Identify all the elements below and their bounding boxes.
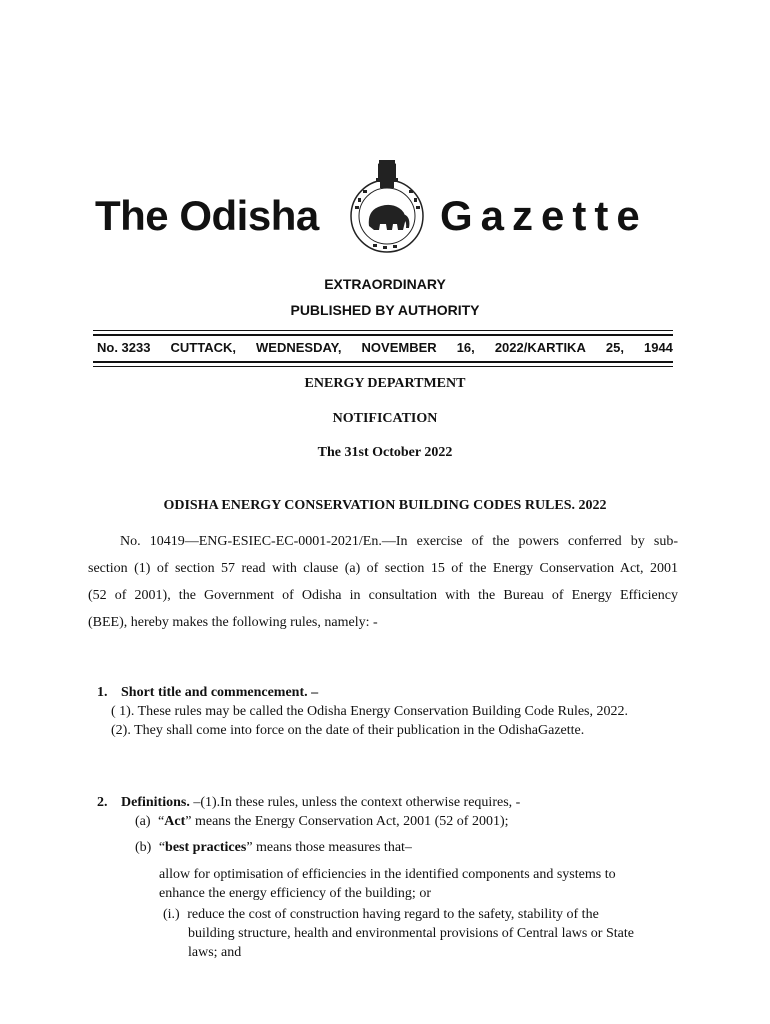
issue-rule-top-1 xyxy=(93,330,673,331)
definition-a-label: (a) xyxy=(135,814,151,829)
section-1-item-2: (2). They shall come into force on the date of their publication in the OdishaGazette. xyxy=(111,723,585,738)
issue-rule-bottom-2 xyxy=(93,366,673,367)
section-1-number: 1. xyxy=(97,685,108,700)
notification-date: The 31st October 2022 xyxy=(317,445,453,460)
issue-day: 16, xyxy=(456,340,475,355)
definition-a-open-quote: “ xyxy=(158,814,165,829)
section-1-heading: Short title and commencement. – xyxy=(121,685,319,700)
definition-a-term: Act xyxy=(164,814,186,829)
definition-b-i-line: laws; and xyxy=(188,945,242,960)
section-2-heading: Definitions. xyxy=(121,795,190,810)
preamble-line: No. 10419—ENG-ESIEC-EC-0001-2021/En.—In exercise of the powers conferred by sub- xyxy=(120,534,678,549)
rules-title: ODISHA ENERGY CONSERVATION BUILDING CODES RULES. 2022 xyxy=(163,498,607,513)
issue-number: No. 3233 xyxy=(97,340,151,355)
issue-saka-day: 25, xyxy=(605,340,624,355)
gazette-masthead xyxy=(0,150,770,260)
section-1 xyxy=(97,683,697,740)
issue-rule-bottom-1 xyxy=(93,361,673,363)
definition-b-i-line: reduce the cost of construction having regard to the safety, stability of the xyxy=(187,907,599,922)
issue-weekday: WEDNESDAY, xyxy=(256,340,342,355)
definition-b-term: best practices xyxy=(165,840,247,855)
definition-b-label: (b) xyxy=(135,840,152,855)
gazette-title-left: The Odisha xyxy=(95,192,319,239)
state-emblem-icon xyxy=(333,152,441,260)
department-heading: ENERGY DEPARTMENT xyxy=(304,376,466,391)
issue-year-month: 2022/KARTIKA xyxy=(494,340,586,355)
definition-b-line: allow for optimisation of efficiencies in the identified components and systems to xyxy=(159,867,616,882)
issue-line xyxy=(97,340,673,355)
section-2 xyxy=(97,793,697,831)
definition-b-text: ” means those measures that– xyxy=(246,840,412,855)
preamble-paragraph xyxy=(88,528,678,636)
definition-b-body xyxy=(159,865,679,903)
definition-b-open-quote: “ xyxy=(158,840,166,855)
definition-b-line: enhance the energy efficiency of the building; or xyxy=(159,886,431,901)
section-2-intro: –(1).In these rules, unless the context otherwise requires, - xyxy=(189,795,521,810)
preamble-line: (BEE), hereby makes the following rules, namely: - xyxy=(88,615,378,630)
issue-rule-top-2 xyxy=(93,334,673,336)
section-2-number: 2. xyxy=(97,795,108,810)
definition-a-text: ” means the Energy Conservation Act, 2001 (52 of 2001); xyxy=(185,814,509,829)
definition-b-i xyxy=(163,905,683,962)
issue-saka-year: 1944 xyxy=(643,340,673,355)
issue-month: NOVEMBER xyxy=(361,340,437,355)
issue-place: CUTTACK, xyxy=(170,340,236,355)
published-by-authority: PUBLISHED BY AUTHORITY xyxy=(290,302,480,318)
section-1-item-1: ( 1). These rules may be called the Odisha Energy Conservation Building Code Rules, 2022. xyxy=(111,704,628,719)
definition-a xyxy=(97,812,697,831)
gazette-title-right: Gazette xyxy=(440,192,648,239)
definition-b-i-line: building structure, health and environmental provisions of Central laws or State xyxy=(188,926,634,941)
preamble-line: (52 of 2001), the Government of Odisha in consultation with the Bureau of Energy Efficiency xyxy=(88,588,678,603)
preamble-line: section (1) of section 57 read with clause (a) of section 15 of the Energy Conservation Act, 2001 xyxy=(88,561,678,576)
notification-heading: NOTIFICATION xyxy=(332,411,438,426)
definition-b-i-label: (i.) xyxy=(163,907,180,922)
extraordinary-label: EXTRAORDINARY xyxy=(324,276,446,292)
definition-b xyxy=(135,838,695,857)
